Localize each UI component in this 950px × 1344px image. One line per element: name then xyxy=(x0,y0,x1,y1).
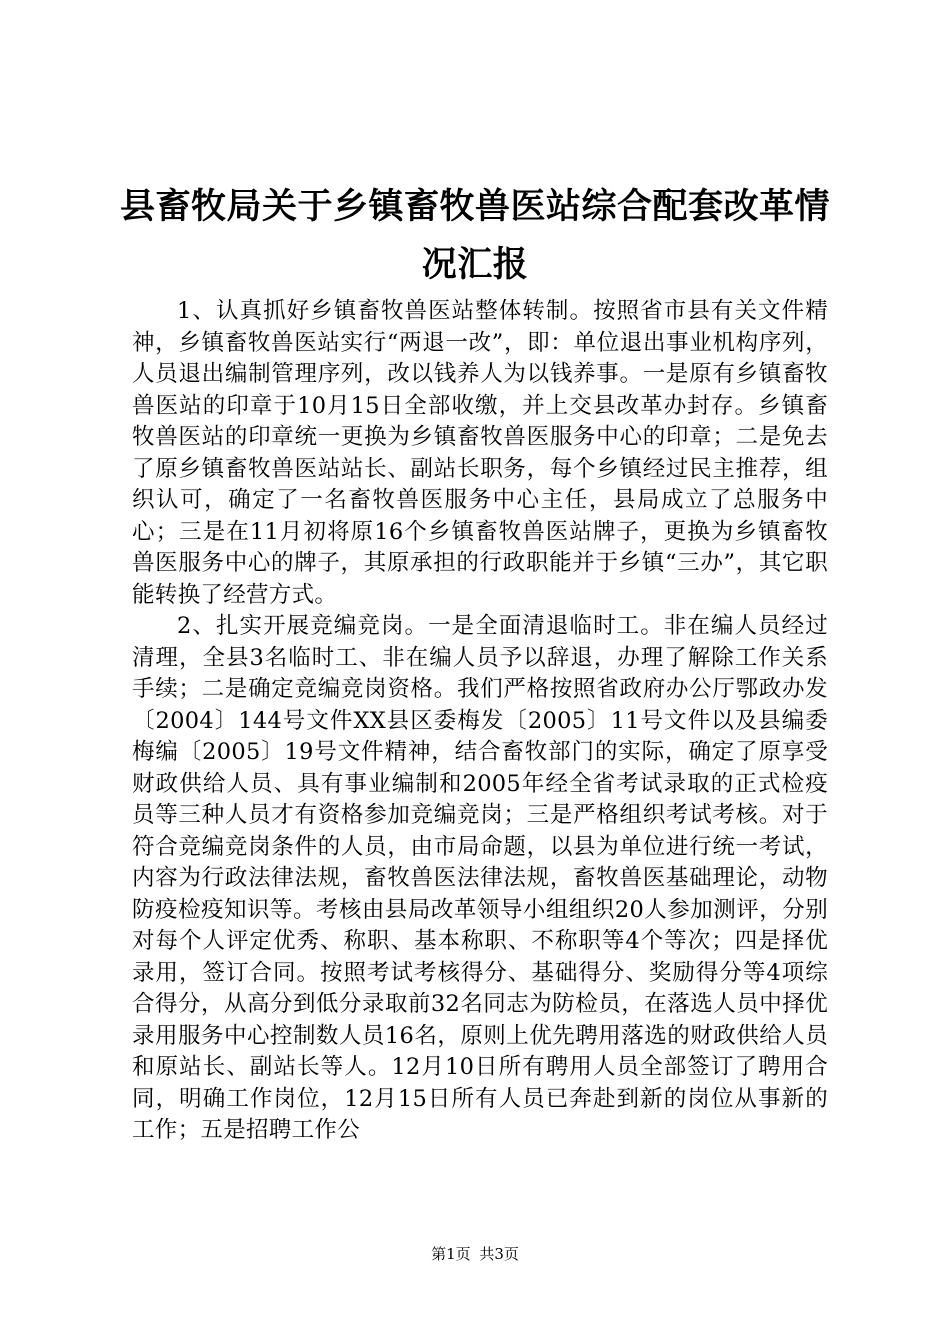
page-total: 共3页 xyxy=(479,1245,519,1263)
paragraph-1: 1、认真抓好乡镇畜牧兽医站整体转制。按照省市县有关文件精神，乡镇畜牧兽医站实行“两退一改”，即：单位退出事业机构序列，人员退出编制管理序列，改以钱养人为以钱养事。一是原有乡镇畜牧兽医站的印章于10月15日全部收缴，并上交县改革办封存。乡镇畜牧兽医站的印章统一更换为乡镇畜牧兽医服务中心的印章；二是免去了原乡镇畜牧兽医站站长、副站长职务，每个乡镇经过民主推荐，组织认可，确定了一名畜牧兽医服务中心主任，县局成立了总服务中心；三是在11月初将原16个乡镇畜牧兽医站牌子，更换为乡镇畜牧兽医服务中心的牌子，其原承担的行政职能并于乡镇“三办”，其它职能转换了经营方式。 xyxy=(132,298,828,608)
document-title: 县畜牧局关于乡镇畜牧兽医站综合配套改革情况汇报 xyxy=(119,187,830,285)
paragraph-2: 2、扎实开展竞编竞岗。一是全面清退临时工。非在编人员经过清理，全县3名临时工、非在编人员予以辞退，办理了解除工作关系手续；二是确定竞编竞岗资格。我们严格按照省政府办公厅鄂政办发〔2004〕144号文件XX县区委梅发〔2005〕11号文件以及县编委梅编〔2005〕19号文件精神，结合畜牧部门的实际，确定了原享受财政供给人员、具有事业编制和2005年经全省考试录取的正式检疫员等三种人员才有资格参加竞编竞岗；三是严格组织考试考核。对于符合竞编竞岗条件的人员，由市局命题，以县为单位进行统一考试，内容为行政法律法规，畜牧兽医法律法规，畜牧兽医基础理论，动物防疫检疫知识等。考核由县局改革领导小组组织20人参加测评，分别对每个人评定优秀、称职、基本称职、不称职等4个等次；四是择优录用，签订合同。按照考试考核得分、基础得分、奖励得分等4项综合得分，从高分到低分录取前32名同志为防检员，在落选人员中择优录用服务中心控制数人员16名，原则上优先聘用落选的财政供给人员和原站长、副站长等人。12月10日所有聘用人员全部签订了聘用合同，明确工作岗位，12月15日所有人员已奔赴到新的岗位从事新的工作；五是招聘工作公 xyxy=(132,613,828,1143)
page-number: 第1页 xyxy=(431,1245,471,1263)
document-body xyxy=(132,296,828,1147)
page-footer xyxy=(0,1244,950,1264)
